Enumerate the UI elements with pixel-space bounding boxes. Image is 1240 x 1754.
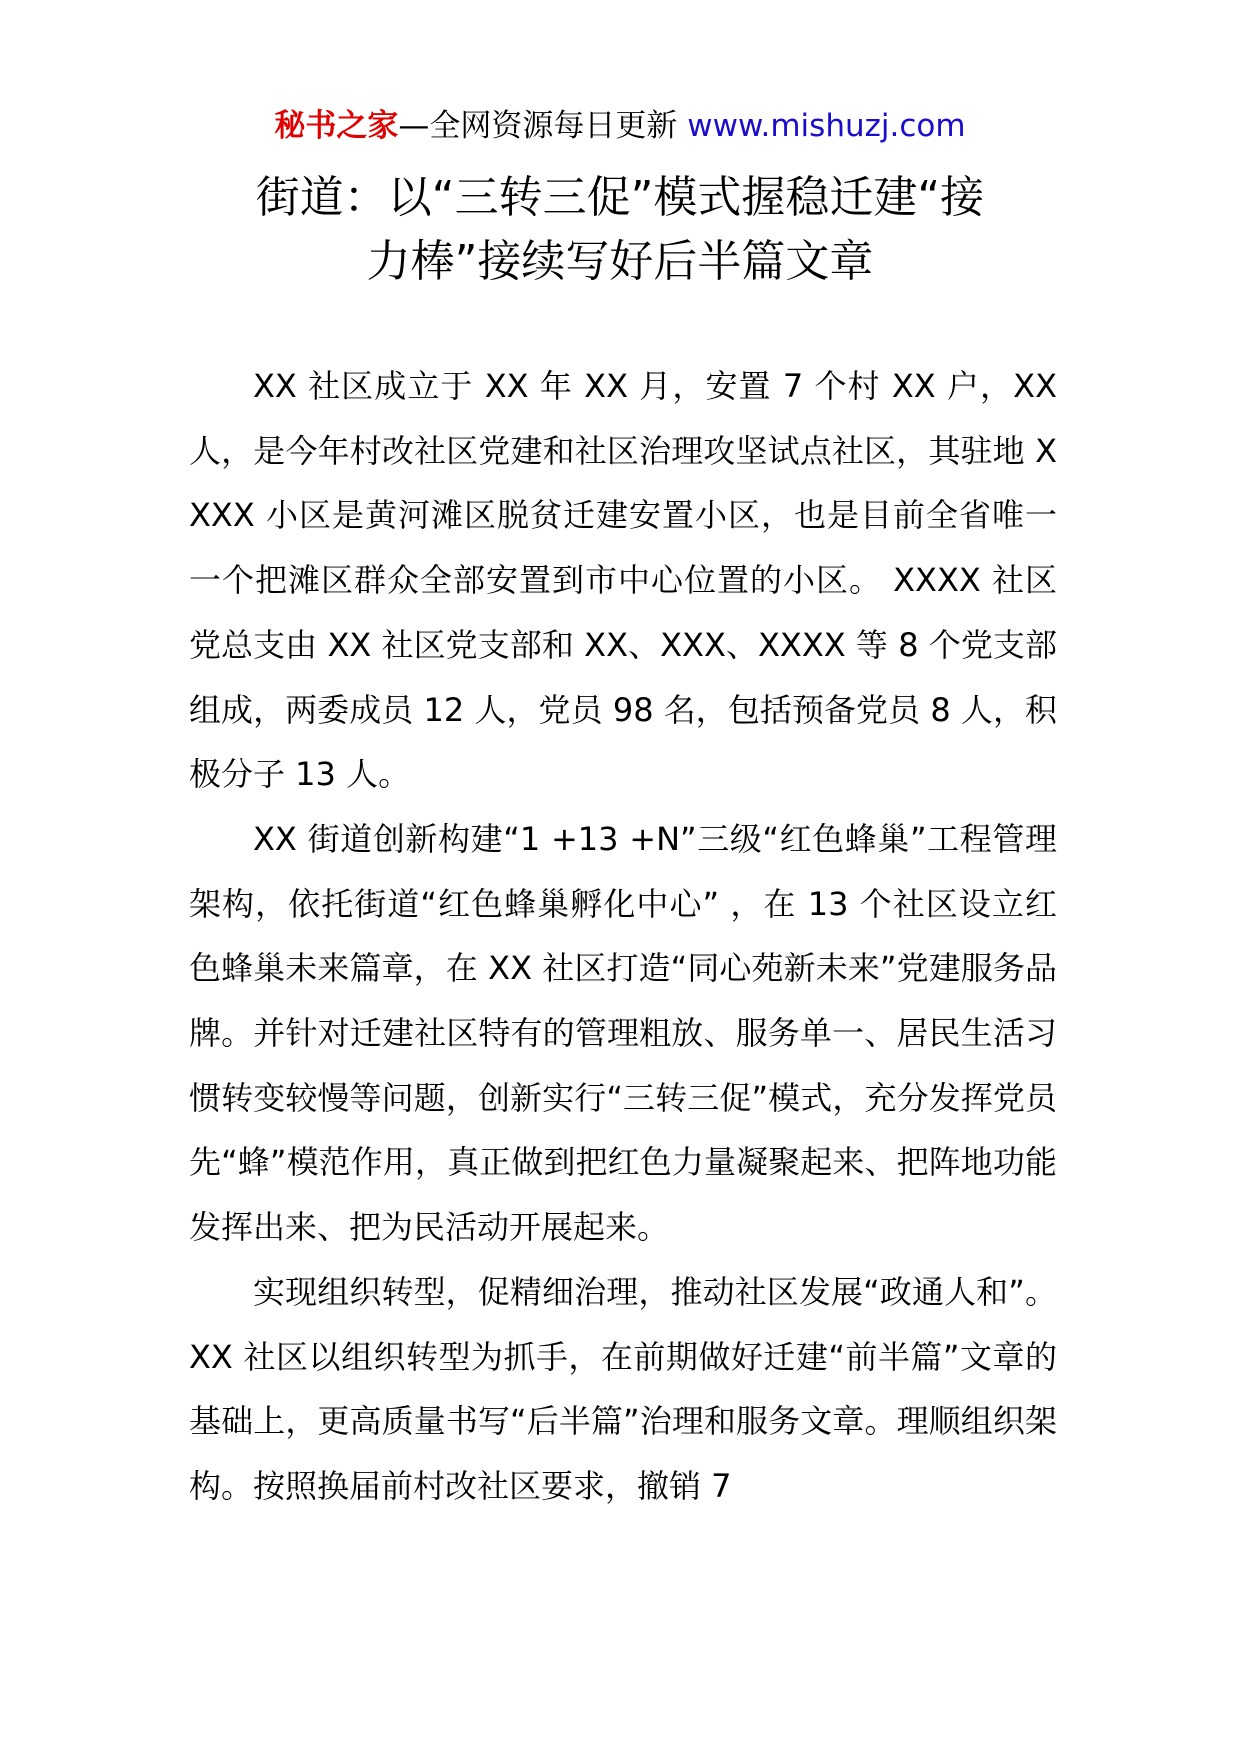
document-title-line-1: 街道：以“三转三促”模式握稳迁建“接 [255, 172, 985, 223]
body-paragraph-1: XX 社区成立于 XX 年 XX 月，安置 7 个村 XX 户，XX 人，是今年村改社区党建和社区治理攻坚试点社区，其驻地 XXXX 小区是黄河滩区脱贫迁建安置小区，也是目前全省唯一一个把滩区群众全部安置到市中心位置的小区。 XXXX 社区党总支由 XX 社区党支部和 XX、XXX、XXXX 等 8 个党支部组成，两委成员 12 人，党员 98 名，包括预备党员 8 人，积极分子 13 人。 [189, 367, 1057, 794]
body-paragraph-2: XX 街道创新构建“1 +13 +N”三级“红色蜂巢”工程管理架构，依托街道“红色蜂巢孵化中心” ，在 13 个社区设立红色蜂巢未来篇章，在 XX 社区打造“同心苑新未来”党建服务品牌。并针对迁建社区特有的管理粗放、服务单一、居民生活习惯转变较慢等问题，创新实行“三转三促”模式，充分发挥党员先“蜂”模范作用，真正做到把红色力量凝聚起来、把阵地功能发挥出来、把为民活动开展起来。 [189, 819, 1057, 1247]
site-tagline: —全网资源每日更新 [398, 108, 688, 144]
document-title-line-2: 力棒”接续写好后半篇文章 [366, 236, 874, 287]
site-url-link[interactable]: www.mishuzj.com [687, 108, 966, 144]
document-title [150, 166, 1090, 294]
body-paragraph-3: 实现组织转型，促精细治理，推动社区发展“政通人和”。XX 社区以组织转型为抓手，在前期做好迁建“前半篇”文章的基础上，更高质量书写“后半篇”治理和服务文章。理顺组织架构。按照换届前村改社区要求，撤销 7 [189, 1272, 1057, 1505]
site-brand: 秘书之家 [274, 108, 399, 144]
document-body [189, 354, 1057, 1519]
site-header [0, 104, 1240, 148]
